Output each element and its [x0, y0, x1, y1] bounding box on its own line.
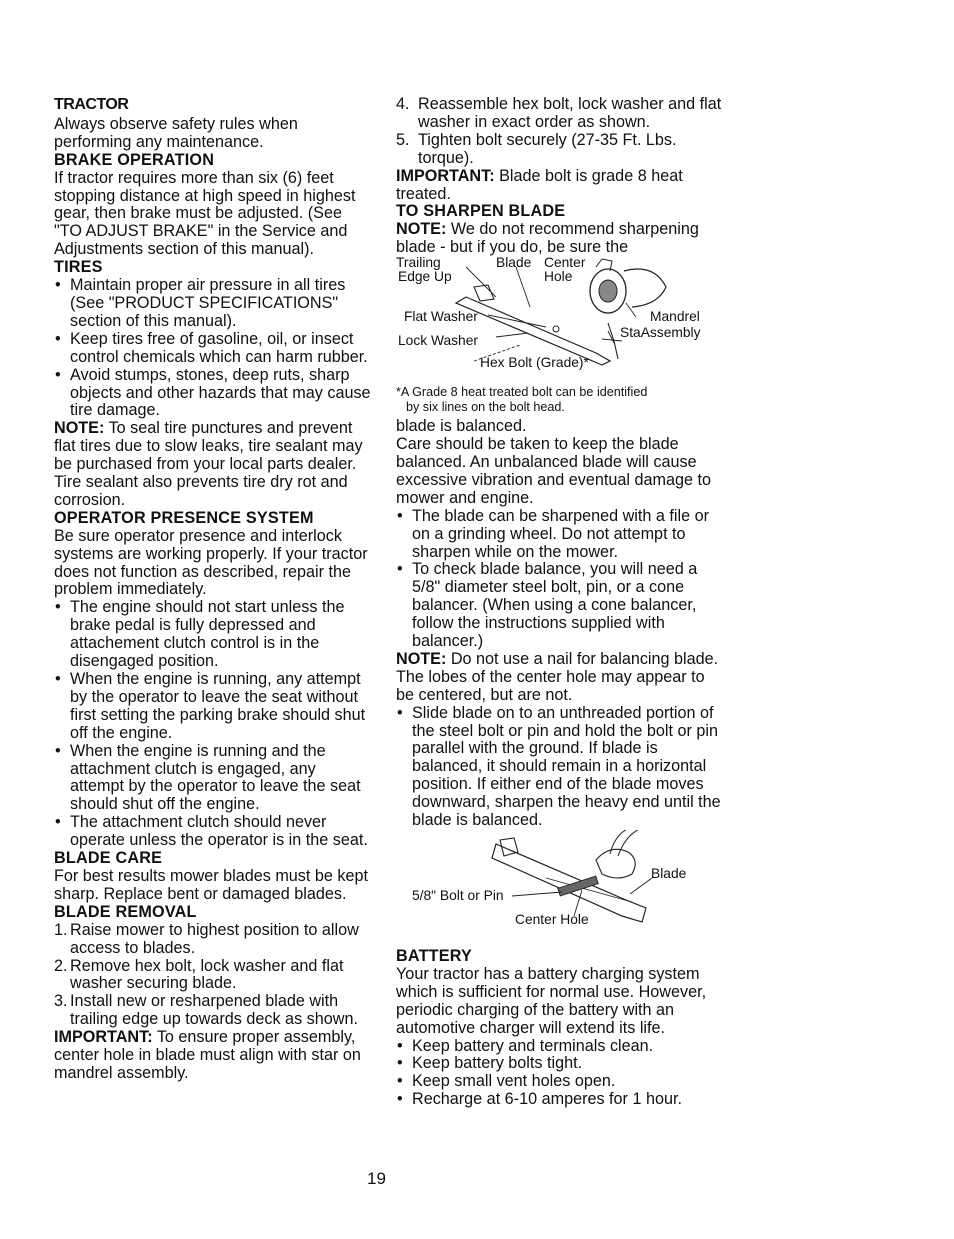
footnote-line: by six lines on the bolt head. [406, 400, 565, 415]
tractor-text: Always observe safety rules when performing any maintenance. [54, 114, 298, 151]
label-star-assembly: StaAssembly [620, 325, 701, 341]
step-number: 2. [54, 956, 68, 975]
step-text: Tighten bolt securely (27-35 Ft. Lbs. torque). [418, 130, 677, 167]
list-item: • Keep small vent holes open. [396, 1073, 726, 1091]
step-text: Raise mower to highest position to allow access to blades. [70, 920, 359, 957]
list-item: • Avoid stumps, stones, deep ruts, sharp objects and other hazards that may cause tire damage. [54, 367, 374, 421]
important-text: To ensure proper assembly, center hole in blade must align with star on mandrel assembly. [54, 1028, 361, 1082]
page-number: 19 [367, 1169, 386, 1188]
step-text: Reassemble hex bolt, lock washer and flat washer in exact order as shown. [418, 95, 722, 131]
step-number: 3. [54, 992, 68, 1011]
label-hole: Hole [544, 269, 573, 285]
list-item: • To check blade balance, you will need a 5/8" diameter steel bolt, pin, or a cone balancer. (When using a cone balancer, follow the instructions supplied with balancer.) [396, 561, 726, 651]
step-number: 1. [54, 920, 68, 939]
label-trailing: Trailing [396, 255, 441, 271]
list-item: • The engine should not start unless the brake pedal is fully depressed and attachement clutch control is in the disengaged position. [54, 599, 374, 671]
list-item: • Keep battery bolts tight. [396, 1055, 726, 1073]
step-text: Remove hex bolt, lock washer and flat washer securing blade. [70, 956, 344, 993]
list-item: • Slide blade on to an unthreaded portion of the steel bolt or pin and hold the bolt or pin parallel with the ground. If blade is balanced, it should remain in a horizontal position. If either end of the blade moves downward, sharpen the heavy end until the blade is balanced. [396, 705, 726, 830]
reassembly-steps [396, 96, 726, 168]
tires-list [54, 277, 374, 420]
battery-text: Your tractor has a battery charging system which is sufficient for normal use. However, periodic charging of the battery with an automotive charger will extend its life. [396, 964, 707, 1037]
note-label: NOTE: [54, 419, 105, 438]
operator-presence-list [54, 599, 374, 850]
important-assembly-note [54, 1029, 374, 1083]
list-item: • Maintain proper air pressure in all tires (See "PRODUCT SPECIFICATIONS" section of this manual). [54, 277, 374, 331]
note-text: We do not recommend sharpening blade - but if you do, be sure the [396, 220, 699, 257]
blade-removal-heading: BLADE REMOVAL [54, 902, 197, 921]
note-label: NOTE: [396, 220, 447, 239]
blade-care-text: For best results mower blades must be kept sharp. Replace bent or damaged blades. [54, 866, 368, 903]
left-column [54, 96, 374, 1083]
balance-list [396, 705, 726, 830]
list-item: • When the engine is running, any attempt by the operator to leave the seat without first setting the parking brake should shut off the engine. [54, 671, 374, 743]
list-item [54, 993, 374, 1029]
label-center-hole: Center Hole [515, 912, 589, 927]
tractor-heading: TRACTOR [54, 96, 129, 113]
label-bolt-or-pin: 5/8" Bolt or Pin [412, 888, 504, 903]
list-item: • The attachment clutch should never operate unless the operator is in the seat. [54, 814, 374, 850]
label-center: Center [544, 255, 586, 271]
list-item: • Recharge at 6-10 amperes for 1 hour. [396, 1091, 726, 1109]
sharpen-list [396, 508, 726, 651]
label-blade: Blade [496, 255, 532, 271]
tires-heading: TIRES [54, 258, 103, 277]
important-text: Blade bolt is grade 8 heat treated. [396, 166, 683, 203]
brake-operation-text: If tractor requires more than six (6) feet stopping distance at high speed in highest gear, then brake must be adjusted. (See "TO ADJUST BRAKE" in the Service and Adjustments section of this manual). [54, 168, 356, 259]
sharpen-blade-heading: TO SHARPEN BLADE [396, 202, 566, 221]
nail-note [396, 651, 726, 705]
operator-presence-text: Be sure operator presence and interlock systems are working properly. If your tractor does not function as described, repair the problem immediately. [54, 526, 368, 599]
list-item: • Keep battery and terminals clean. [396, 1038, 726, 1056]
list-item [396, 96, 726, 132]
step-number: 5. [396, 130, 410, 149]
label-hex-bolt: Hex Bolt (Grade)* [480, 355, 589, 371]
list-item: • The blade can be sharpened with a file or on a grinding wheel. Do not attempt to sharpen while on the mower. [396, 508, 726, 562]
list-item: • Keep tires free of gasoline, oil, or insect control chemicals which can harm rubber. [54, 331, 374, 367]
list-item [54, 922, 374, 958]
operator-presence-heading: OPERATOR PRESENCE SYSTEM [54, 508, 314, 527]
tires-note [54, 420, 374, 510]
step-number: 4. [396, 95, 410, 113]
list-item [54, 958, 374, 994]
label-flat-washer: Flat Washer [404, 309, 478, 325]
important-label: IMPORTANT: [54, 1028, 153, 1047]
note-text: To seal tire punctures and prevent flat tires due to slow leaks, tire sealant may be purchased from your local parts dealer. Tire sealant also prevents tire dry rot and corrosion. [54, 419, 363, 509]
right-column [396, 96, 726, 1109]
blade-balancing-diagram [396, 830, 726, 948]
note-text: Do not use a nail for balancing blade. The lobes of the center hole may appear to be centered, but are not. [396, 649, 719, 704]
list-item: • When the engine is running and the attachment clutch is engaged, any attempt by the operator to leave the seat should shut off the engine. [54, 743, 374, 815]
blade-removal-steps [54, 922, 374, 1029]
battery-list [396, 1038, 726, 1110]
brake-operation-heading: BRAKE OPERATION [54, 150, 215, 169]
important-label: IMPORTANT: [396, 166, 495, 185]
label-blade: Blade [651, 866, 687, 881]
label-edge-up: Edge Up [398, 269, 452, 285]
label-mandrel: Mandrel [650, 309, 700, 325]
step-text: Install new or resharpened blade with trailing edge up towards deck as shown. [70, 992, 358, 1029]
note-label: NOTE: [396, 649, 447, 668]
care-text: Care should be taken to keep the blade balanced. An unbalanced blade will cause excessive vibration and eventual damage to mower and engine. [396, 435, 711, 507]
blade-care-heading: BLADE CARE [54, 849, 163, 868]
balanced-text: blade is balanced. [396, 417, 527, 436]
sharpen-note [396, 221, 726, 257]
label-lock-washer: Lock Washer [398, 333, 478, 349]
important-grade-note [396, 168, 726, 204]
grade-footnote [396, 385, 726, 415]
battery-heading: BATTERY [396, 947, 473, 965]
footnote-line: *A Grade 8 heat treated bolt can be identified [396, 385, 648, 400]
blade-assembly-diagram [396, 257, 726, 385]
list-item [396, 132, 726, 168]
